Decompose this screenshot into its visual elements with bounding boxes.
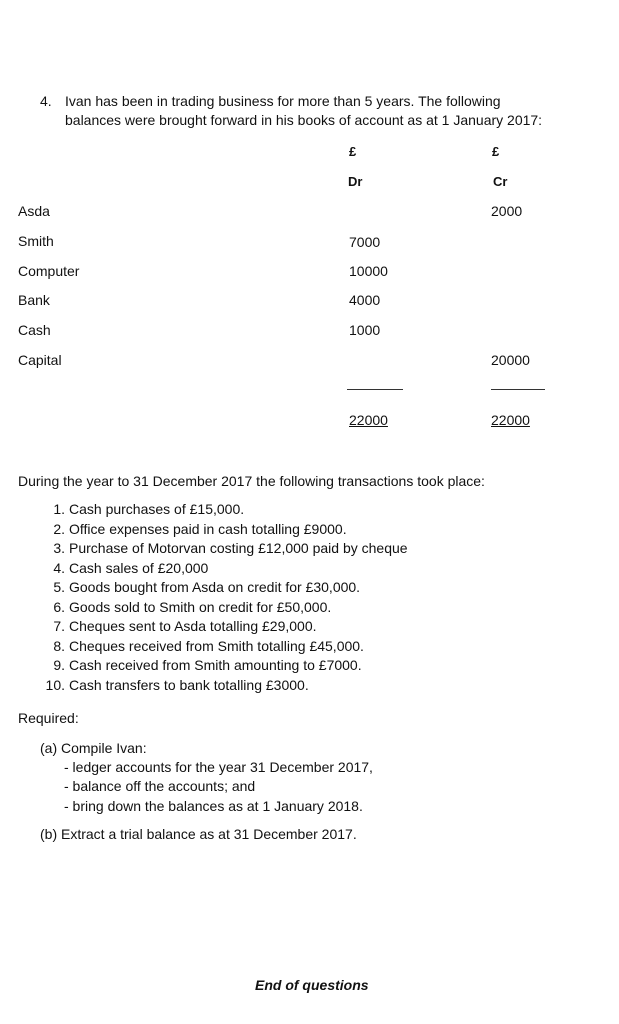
dr-column-header: Dr: [348, 174, 363, 189]
list-item: 1. Cash purchases of £15,000.: [53, 501, 245, 517]
cr-column-header: Cr: [493, 174, 508, 189]
row-dr: 1000: [349, 322, 381, 338]
end-of-questions: End of questions: [255, 977, 369, 993]
row-name: Asda: [18, 203, 50, 219]
list-item: 6. Goods sold to Smith on credit for £50,000.: [53, 598, 332, 615]
list-item: 10. Cash transfers to bank totalling £3000.: [45, 676, 309, 693]
question-line-1: Ivan has been in trading business for more than 5 years. The following: [65, 93, 501, 109]
dr-currency-symbol: £: [349, 144, 357, 159]
question-number: 4.: [40, 93, 52, 109]
cr-total-rule: [491, 389, 545, 390]
required-label: Required:: [18, 710, 79, 726]
part-a-item: - bring down the balances as at 1 January 2018.: [64, 798, 363, 814]
list-item: 8. Cheques received from Smith totalling £45,000.: [53, 637, 364, 654]
row-dr: 10000: [349, 263, 388, 279]
list-item: 5. Goods bought from Asda on credit for £30,000.: [53, 579, 361, 595]
part-a-item: - balance off the accounts; and: [64, 778, 256, 794]
part-b-heading: (b) Extract a trial balance as at 31 December 2017.: [40, 826, 357, 842]
row-name: Capital: [18, 352, 62, 368]
row-name: Cash: [18, 322, 51, 338]
dr-total: 22000: [349, 412, 388, 428]
list-item: 2. Office expenses paid in cash totalling £9000.: [53, 520, 347, 537]
list-item: 9. Cash received from Smith amounting to £7000.: [53, 657, 362, 673]
dr-total-rule: [347, 389, 403, 390]
transactions-intro: During the year to 31 December 2017 the following transactions took place:: [18, 473, 485, 489]
row-name: Computer: [18, 263, 80, 279]
part-a-heading: (a) Compile Ivan:: [40, 740, 147, 756]
cr-currency-symbol: £: [492, 144, 500, 159]
row-name: Bank: [18, 292, 50, 308]
row-dr: 7000: [349, 234, 381, 250]
cr-total: 22000: [491, 412, 530, 428]
row-dr: 4000: [349, 292, 381, 308]
question-line-2: balances were brought forward in his books of account as at 1 January 2017:: [65, 112, 543, 128]
transactions-list: [37, 501, 408, 696]
row-name: Smith: [18, 233, 54, 249]
row-cr: 20000: [491, 352, 530, 368]
list-item: 3. Purchase of Motorvan costing £12,000 paid by cheque: [53, 540, 408, 556]
part-a-item: - ledger accounts for the year 31 December 2017,: [64, 759, 373, 775]
list-item: 4. Cash sales of £20,000: [53, 559, 209, 576]
list-item: 7. Cheques sent to Asda totalling £29,000.: [53, 618, 317, 634]
row-cr: 2000: [491, 203, 523, 219]
